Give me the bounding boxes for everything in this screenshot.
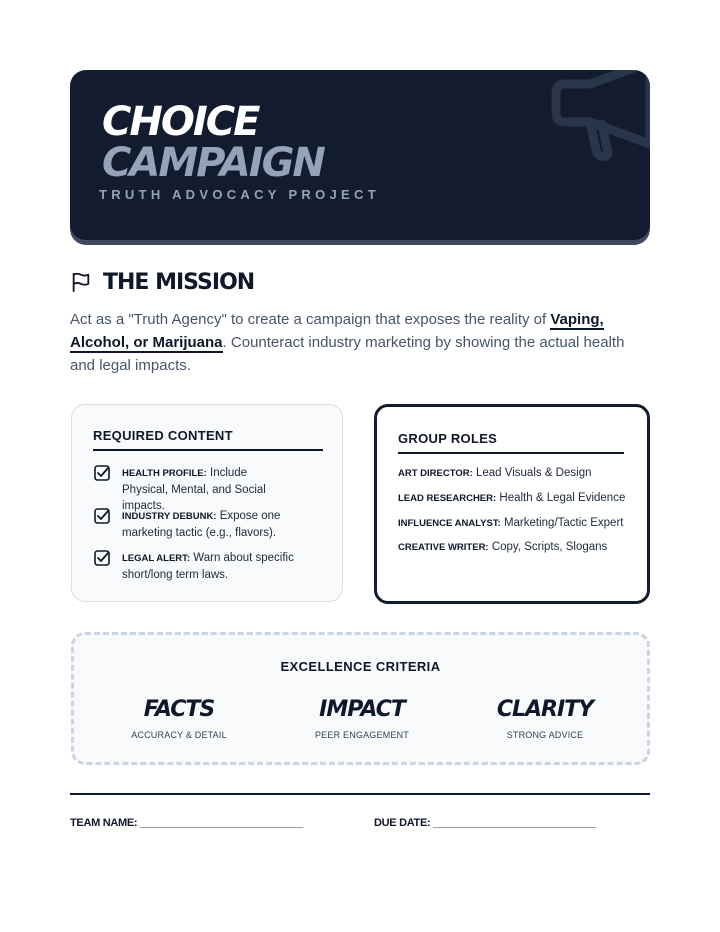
criteria-name: IMPACT [319, 697, 405, 722]
role-item [398, 517, 623, 529]
role-desc: Lead Visuals & Design [475, 467, 592, 479]
checkbox-checked-icon [94, 508, 110, 524]
subtitle: TRUTH ADVOCACY PROJECT [99, 187, 380, 202]
criteria-name: FACTS [143, 697, 215, 722]
role-label: INFLUENCE ANALYST: [398, 518, 501, 529]
required-item [94, 465, 294, 514]
criteria-name: CLARITY [496, 697, 594, 722]
title-line-1: CHOICE [102, 99, 259, 145]
header-banner [70, 70, 650, 240]
required-item [94, 550, 294, 583]
title-line-2: CAMPAIGN [102, 140, 324, 186]
flag-icon [70, 271, 92, 293]
role-label: LEAD RESEARCHER: [398, 493, 497, 504]
required-content-title: REQUIRED CONTENT [93, 428, 323, 451]
mission-highlight-vaping: Vaping, [550, 311, 604, 328]
due-date-field: DUE DATE: ____________________________ [374, 817, 597, 829]
role-item [398, 541, 607, 553]
required-item-desc: Include Physical, Mental, and Social impacts. [122, 467, 266, 512]
criteria-item [89, 695, 269, 740]
excellence-criteria-box [71, 632, 650, 765]
mission-text-start: Act as a "Truth Agency" to create a campaign that exposes the reality of [70, 311, 551, 328]
criteria-description: PEER ENGAGEMENT [314, 730, 409, 740]
checkbox-checked-icon [94, 550, 110, 566]
role-item [398, 492, 625, 504]
required-item-text [122, 508, 294, 541]
required-item-desc: Expose one marketing tactic (e.g., flavors). [122, 510, 281, 539]
criteria-title: EXCELLENCE CRITERIA [280, 659, 441, 674]
required-item-label: INDUSTRY DEBUNK: [122, 511, 217, 522]
required-item-text [122, 465, 294, 514]
role-desc: Copy, Scripts, Slogans [491, 541, 608, 553]
role-label: CREATIVE WRITER: [398, 542, 489, 553]
megaphone-icon [550, 70, 650, 166]
required-item [94, 508, 294, 541]
criteria-item [272, 695, 452, 740]
criteria-description: ACCURACY & DETAIL [131, 730, 227, 740]
required-item-label: HEALTH PROFILE: [122, 468, 207, 479]
mission-heading-row [70, 266, 254, 298]
role-desc: Health & Legal Evidence [499, 492, 626, 504]
role-desc: Marketing/Tactic Expert [503, 517, 624, 529]
checkbox-checked-icon [94, 465, 110, 481]
mission-paragraph [70, 308, 640, 377]
mission-text-end: . Counteract industry marketing by showing the actual health and legal impacts. [70, 334, 625, 374]
mission-highlight-substances: Alcohol, or Marijuana [70, 334, 223, 351]
role-label: ART DIRECTOR: [398, 468, 473, 479]
group-roles-card [374, 404, 650, 604]
role-item [398, 467, 591, 479]
group-roles-title: GROUP ROLES [398, 431, 624, 454]
required-item-label: LEGAL ALERT: [122, 553, 191, 564]
mission-title: THE MISSION [103, 269, 255, 295]
divider-line [70, 793, 650, 795]
required-content-card [71, 404, 343, 602]
required-item-desc: Warn about specific short/long term laws. [122, 552, 294, 581]
criteria-item [455, 695, 635, 740]
criteria-description: STRONG ADVICE [506, 730, 584, 740]
team-name-field: TEAM NAME: ____________________________ [70, 817, 303, 829]
required-item-text [122, 550, 294, 583]
